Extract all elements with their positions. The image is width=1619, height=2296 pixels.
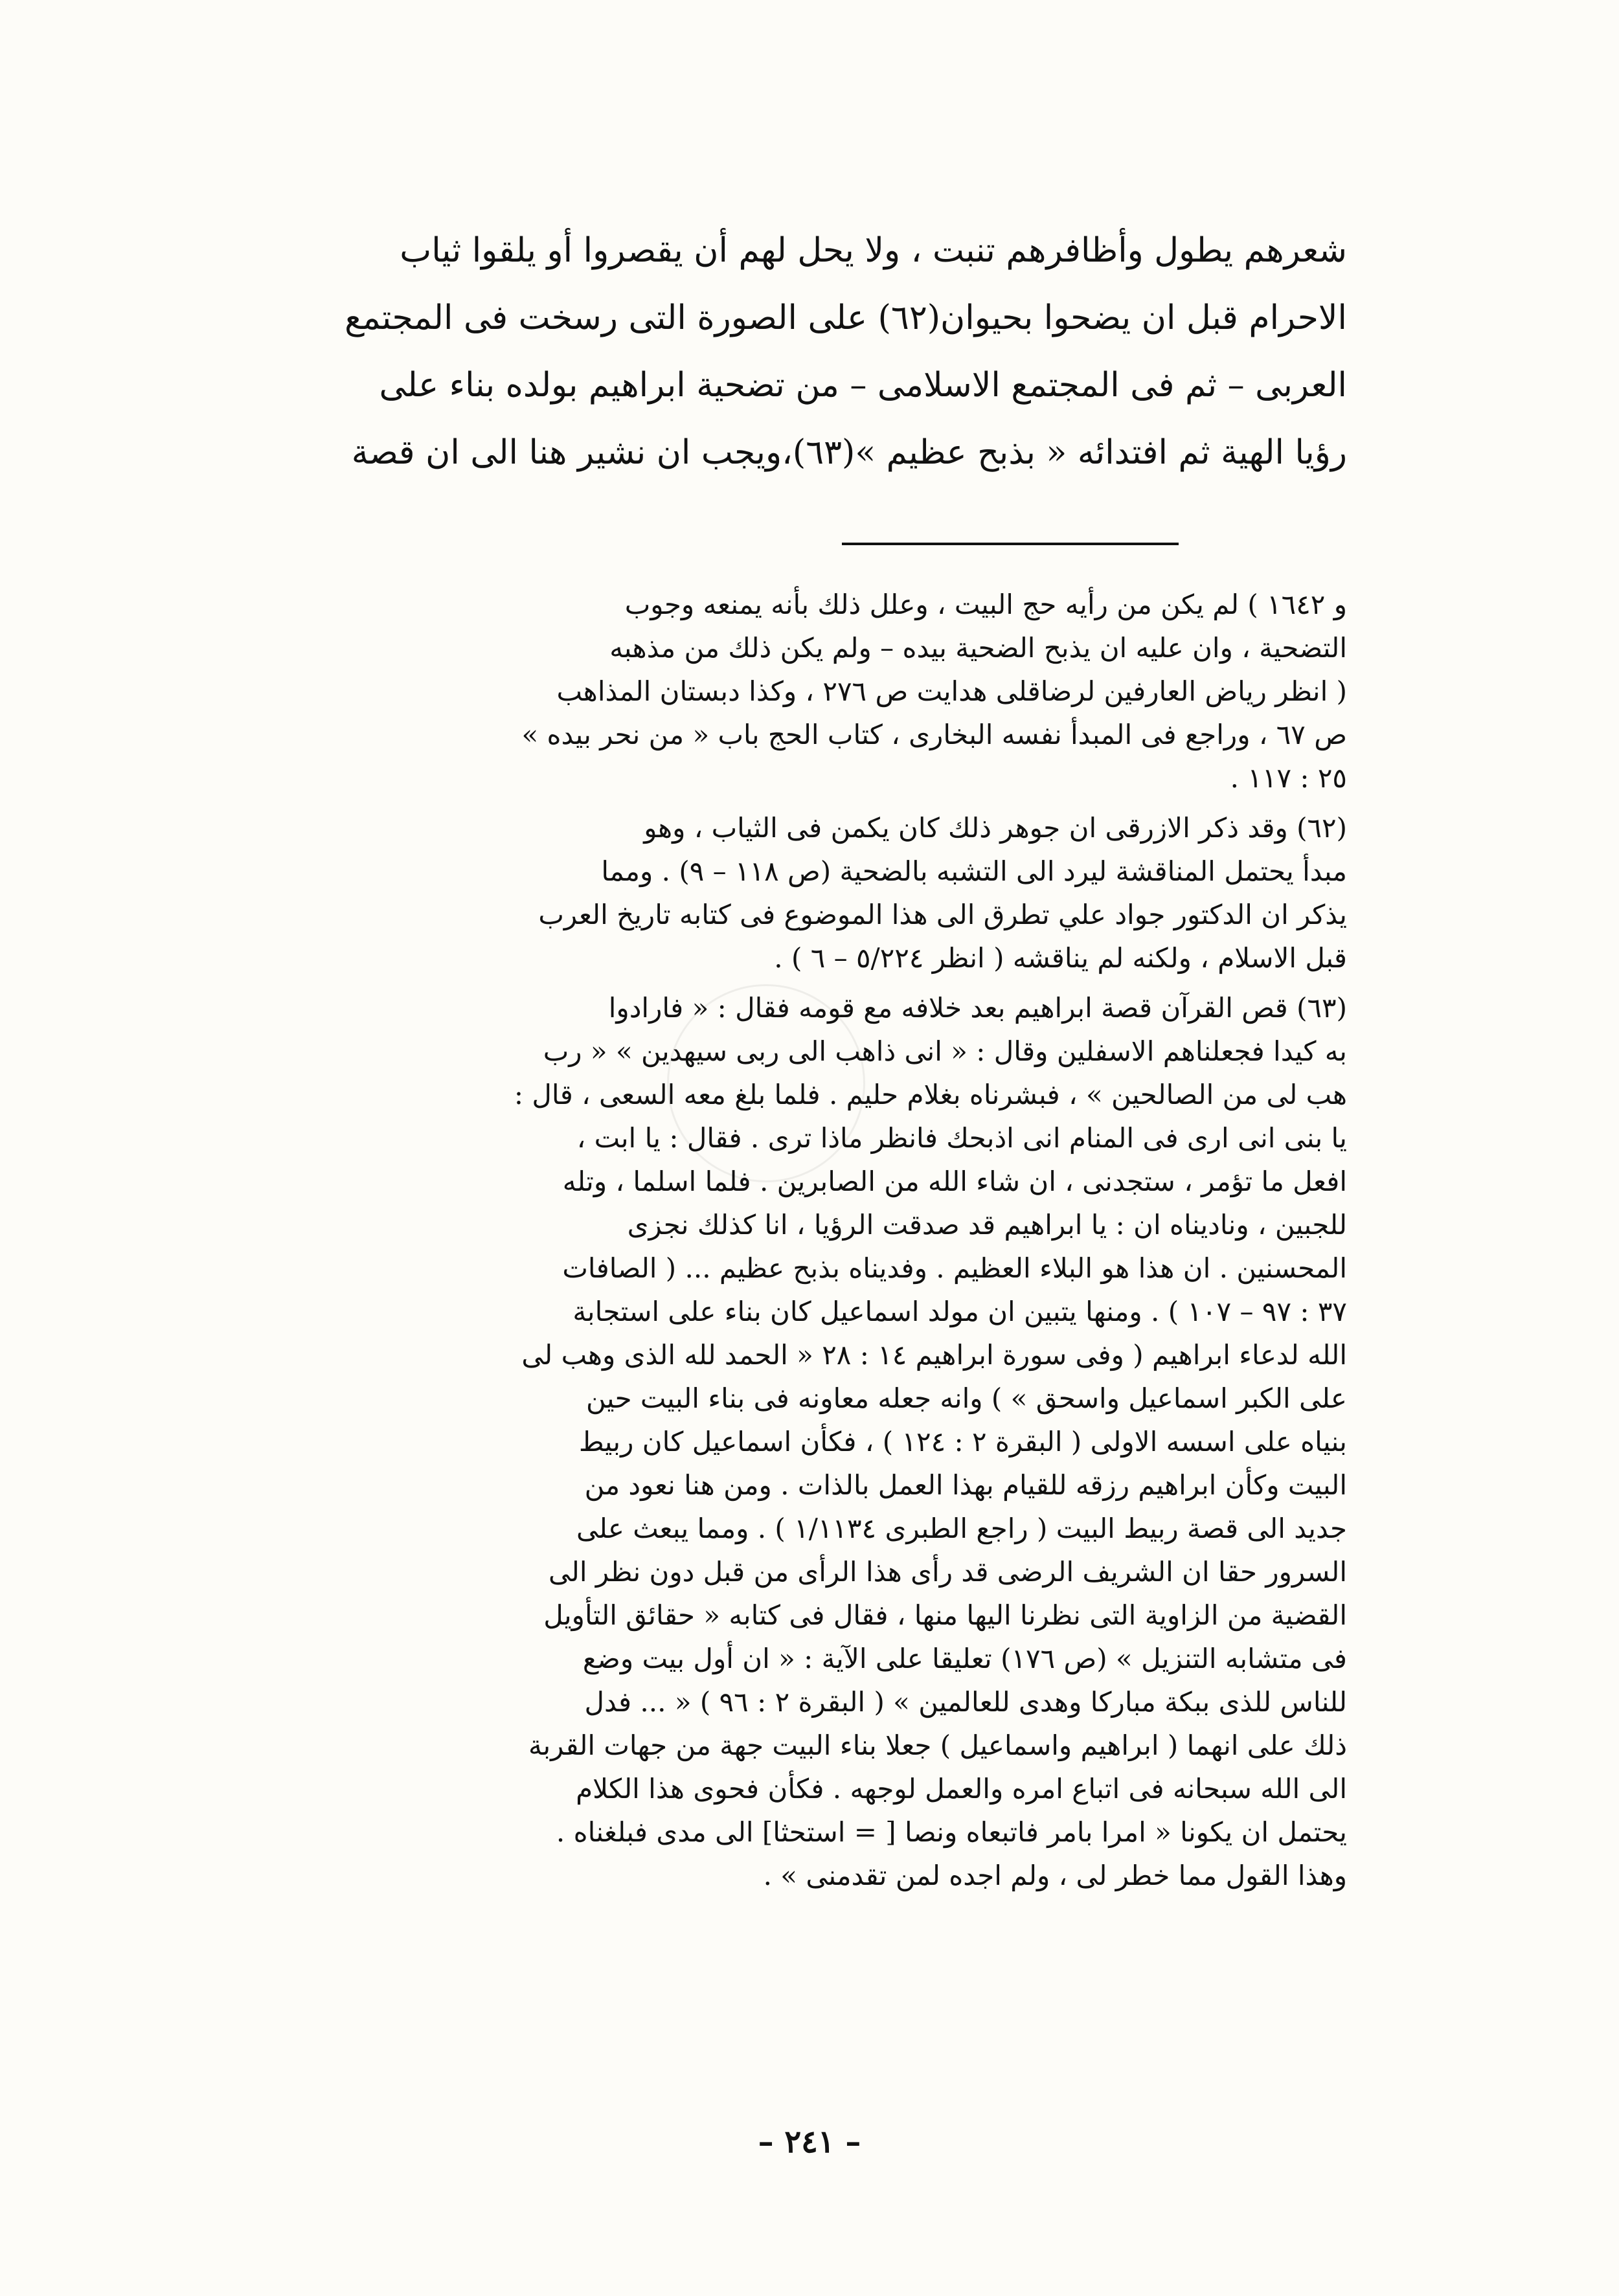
footnote-line: مبدأ يحتمل المناقشة ليرد الى التشبه بالضحية (ص ١١٨ – ٩) . ومما — [601, 855, 1347, 887]
footnote-line: الى الله سبحانه فى اتباع امره والعمل لوجهه . فكأن فحوى هذا الكلام — [576, 1773, 1347, 1805]
footnote-62 — [272, 806, 1347, 980]
footnote-line: افعل ما تؤمر ، ستجدنى ، ان شاء الله من الصابرين . فلما اسلما ، وتله — [562, 1165, 1347, 1197]
footnote-line: جديد الى قصة ربيط البيت ( راجع الطبرى ١/١١٣٤ ) . ومما يبعث على — [576, 1513, 1347, 1544]
footnote-separator — [842, 543, 1179, 545]
main-text-body — [272, 217, 1347, 486]
footnote-line: للجبين ، وناديناه ان : يا ابراهيم قد صدقت الرؤيا ، انا كذلك نجزى — [627, 1209, 1347, 1241]
footnote-line: السرور حقا ان الشريف الرضى قد رأى هذا الرأى من قبل دون نظر الى — [549, 1556, 1347, 1588]
footnote-line: القضية من الزاوية التى نظرنا اليها منها ، فقال فى كتابه « حقائق التأويل — [543, 1599, 1347, 1631]
footnote-line: و ١٦٤٢ ) لم يكن من رأيه حج البيت ، وعلل ذلك بأنه يمنعه وجوب — [624, 589, 1347, 620]
footnote-line: الله لدعاء ابراهيم ( وفى سورة ابراهيم ١٤ : ٢٨ « الحمد لله الذى وهب لى — [521, 1339, 1347, 1371]
footnote-line: البيت وكأن ابراهيم رزقه للقيام بهذا العمل بالذات . ومن هنا نعود من — [584, 1469, 1347, 1501]
footnote-line: ص ٦٧ ، وراجع فى المبدأ نفسه البخارى ، كتاب الحج باب « من نحر بيده » — [521, 719, 1347, 750]
footnote-line: المحسنين . ان هذا هو البلاء العظيم . وفديناه بذبح عظيم ... ( الصافات — [562, 1252, 1347, 1284]
footnote-line: التضحية ، وان عليه ان يذبح الضحية بيده – ولم يكن ذلك من مذهبه — [609, 632, 1347, 664]
footnote-line: ٢٥ : ١١٧ . — [1230, 762, 1347, 794]
footnote-continued — [272, 583, 1347, 800]
footnote-line: فى متشابه التنزيل » (ص ١٧٦) تعليقا على الآية : « ان أول بيت وضع — [582, 1643, 1347, 1674]
page-number: – ٢٤١ – — [758, 2124, 861, 2160]
footnote-line: يحتمل ان يكونا « امرا بامر فاتبعاه ونصا [ = استحثا] الى مدى فبلغناه . — [556, 1816, 1347, 1848]
footnote-line: ٣٧ : ٩٧ – ١٠٧ ) . ومنها يتبين ان مولد اسماعيل كان بناء على استجابة — [572, 1296, 1347, 1327]
footnote-line: ذلك على انهما ( ابراهيم واسماعيل ) جعلا بناء البيت جهة من جهات القربة — [528, 1729, 1347, 1761]
footnote-line: يا بنى انى ارى فى المنام انى اذبحك فانظر ماذا ترى . فقال : يا ابت ، — [576, 1122, 1347, 1154]
main-text-line: العربى – ثم فى المجتمع الاسلامى – من تضحية ابراهيم بولده بناء على — [379, 366, 1347, 405]
footnote-line: قبل الاسلام ، ولكنه لم يناقشه ( انظر ٥/٢٢٤ – ٦ ) . — [774, 942, 1347, 974]
footnote-line: به كيدا فجعلناهم الاسفلين وقال : « انى ذاهب الى ربى سيهدين » « رب — [543, 1035, 1347, 1067]
footnote-line: (٦٢) وقد ذكر الازرقى ان جوهر ذلك كان يكمن فى الثياب ، وهو — [644, 812, 1347, 844]
footnote-line: بنياه على اسسه الاولى ( البقرة ٢ : ١٢٤ ) ، فكأن اسماعيل كان ربيط — [578, 1426, 1347, 1458]
main-text-line: شعرهم يطول وأظافرهم تنبت ، ولا يحل لهم أن يقصروا أو يلقوا ثياب — [400, 231, 1347, 270]
footnote-line: على الكبر اسماعيل واسحق » ) وانه جعله معاونه فى بناء البيت حين — [585, 1382, 1347, 1414]
footnote-line: وهذا القول مما خطر لى ، ولم اجده لمن تقدمنى » . — [763, 1860, 1347, 1891]
footnote-line: ( انظر رياض العارفين لرضاقلى هدايت ص ٢٧٦ ، وكذا دبستان المذاهب — [556, 675, 1347, 707]
footnote-63 — [272, 986, 1347, 1897]
main-text-line: الاحرام قبل ان يضحوا بحيوان(٦٢) على الصورة التى رسخت فى المجتمع — [345, 298, 1347, 337]
footnote-line: للناس للذى ببكة مباركا وهدى للعالمين » ( البقرة ٢ : ٩٦ ) « ... فدل — [584, 1686, 1347, 1718]
footnote-line: (٦٣) قص القرآن قصة ابراهيم بعد خلافه مع قومه فقال : « فارادوا — [608, 992, 1347, 1024]
footnote-line: هب لى من الصالحين » ، فبشرناه بغلام حليم . فلما بلغ معه السعى ، قال : — [514, 1079, 1347, 1110]
footnote-line: يذكر ان الدكتور جواد علي تطرق الى هذا الموضوع فى كتابه تاريخ العرب — [538, 899, 1347, 930]
footnotes-section — [272, 583, 1347, 1904]
main-text-line: رؤيا الهية ثم افتدائه « بذبح عظيم »(٦٣)،ويجب ان نشير هنا الى ان قصة — [351, 433, 1347, 472]
